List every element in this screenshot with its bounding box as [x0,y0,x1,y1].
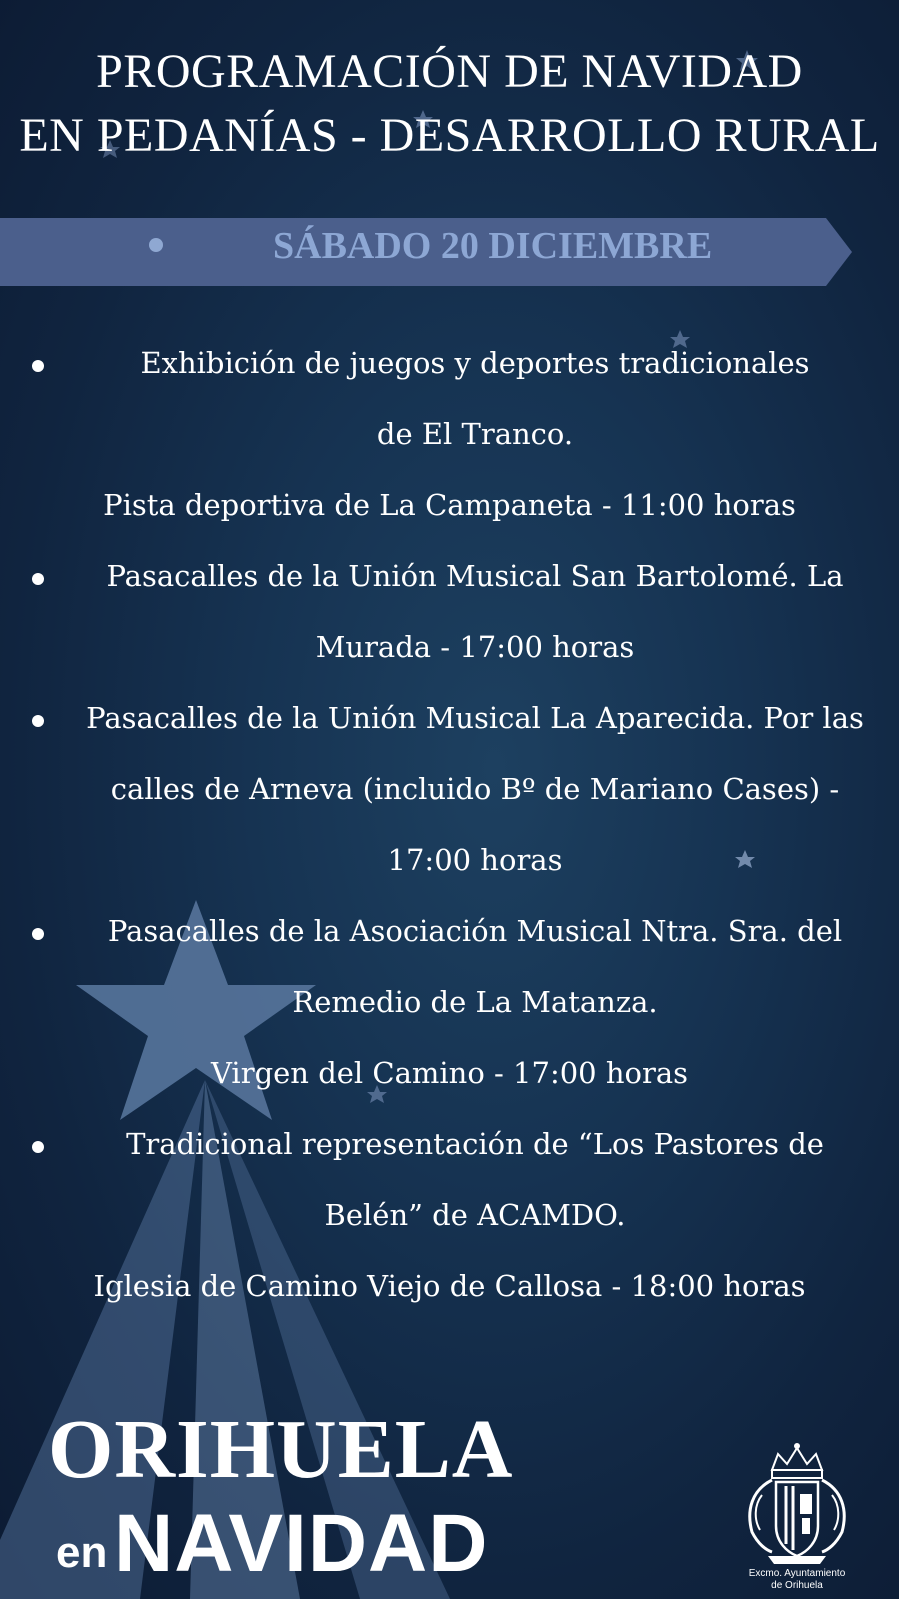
event-5-line-3: Iglesia de Camino Viejo de Callosa - 18:00 horas [93,1269,806,1303]
crest-caption-line-1: Excmo. Ayuntamiento [748,1568,846,1579]
event-4-line-3: Virgen del Camino - 17:00 horas [211,1056,688,1090]
city-crest [732,1440,862,1590]
event-bullet [32,360,44,372]
event-5-line-2: Belén” de ACAMDO. [324,1198,626,1232]
city-crest-icon [732,1440,862,1566]
event-1-line-2: de El Tranco. [376,417,574,451]
event-3-line-1: Pasacalles de la Unión Musical La Aparecida. Por las [86,701,864,735]
date-banner [0,218,852,286]
event-2-line-1: Pasacalles de la Unión Musical San Bartolomé. La [106,559,844,593]
date-label: SÁBADO 20 DICIEMBRE [273,225,713,267]
event-3-line-3: 17:00 horas [387,843,563,877]
logo-navidad: NAVIDAD [114,1498,489,1589]
title-line-1: PROGRAMACIÓN DE NAVIDAD [96,45,803,98]
title-line-2: EN PEDANÍAS - DESARROLLO RURAL [19,109,880,162]
page-title [0,40,899,168]
event-1-line-1: Exhibición de juegos y deportes tradicionales [140,346,810,380]
date-bullet [149,238,163,252]
logo-orihuela: ORIHUELA [48,1403,514,1496]
event-bullet [32,1141,44,1153]
event-5-line-1: Tradicional representación de “Los Pastores de [126,1127,824,1161]
event-bullet [32,573,44,585]
crest-caption-line-2: de Orihuela [771,1580,823,1591]
event-2-line-2: Murada - 17:00 horas [315,630,635,664]
event-4-line-1: Pasacalles de la Asociación Musical Ntra. Sra. del [107,914,843,948]
event-bullet [32,715,44,727]
logo-en: en [56,1528,108,1577]
event-3-line-2: calles de Arneva (incluido Bº de Mariano Cases) - [110,772,840,806]
event-1-line-3: Pista deportiva de La Campaneta - 11:00 horas [103,488,796,522]
crest-caption [732,1568,862,1592]
event-bullet [32,928,44,940]
event-4-line-2: Remedio de La Matanza. [292,985,658,1019]
